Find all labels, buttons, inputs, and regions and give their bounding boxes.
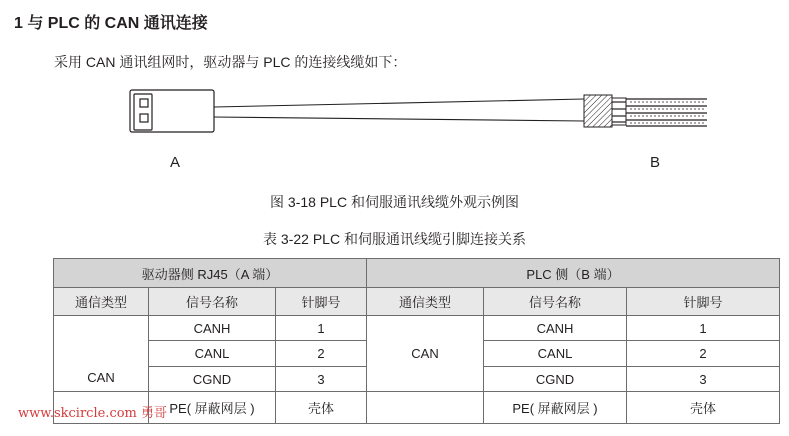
shielded-wire-end-icon bbox=[584, 95, 707, 127]
a-pin-cell: 1 bbox=[276, 316, 367, 341]
b-signal-cell: CANH bbox=[484, 316, 627, 341]
table-caption: 表 3-22 PLC 和伺服通讯线缆引脚连接关系 bbox=[263, 231, 526, 247]
a-signal-cell: PE( 屏蔽网层 ) bbox=[149, 392, 276, 424]
a-pin-cell: 2 bbox=[276, 341, 367, 366]
figure-caption: 图 3-18 PLC 和伺服通讯线缆外观示例图 bbox=[270, 194, 519, 210]
a-comm-type-cell: CAN bbox=[54, 316, 149, 392]
col-header: 通信类型 bbox=[367, 288, 484, 316]
b-pin-cell: 壳体 bbox=[627, 392, 780, 424]
pin-mapping-table bbox=[53, 258, 780, 424]
b-signal-cell: CANL bbox=[484, 341, 627, 366]
a-signal-cell: CANL bbox=[149, 341, 276, 366]
a-pin-cell: 3 bbox=[276, 366, 367, 391]
table-row bbox=[54, 316, 780, 341]
watermark-text: www.skcircle.com 勇哥 bbox=[18, 406, 168, 421]
end-b-label: B bbox=[650, 154, 661, 171]
table-group-header-row bbox=[54, 259, 780, 288]
cable-body bbox=[214, 99, 584, 121]
b-comm-type-cell: CAN bbox=[367, 316, 484, 392]
section-heading: 1 与 PLC 的 CAN 通讯连接 bbox=[14, 15, 208, 32]
table-column-header-row bbox=[54, 288, 780, 316]
intro-text: 采用 CAN 通讯组网时，驱动器与 PLC 的连接线缆如下： bbox=[54, 54, 407, 70]
col-header: 针脚号 bbox=[627, 288, 780, 316]
b-pin-cell: 3 bbox=[627, 366, 780, 391]
group-a-header: 驱动器侧 RJ45（A 端） bbox=[54, 259, 367, 288]
a-signal-cell: CANH bbox=[149, 316, 276, 341]
b-pin-cell: 2 bbox=[627, 341, 780, 366]
col-header: 通信类型 bbox=[54, 288, 149, 316]
rj45-connector-icon bbox=[130, 90, 214, 132]
col-header: 信号名称 bbox=[149, 288, 276, 316]
a-pin-cell: 壳体 bbox=[276, 392, 367, 424]
end-a-label: A bbox=[170, 154, 181, 171]
a-signal-cell: CGND bbox=[149, 366, 276, 391]
b-signal-cell: CGND bbox=[484, 366, 627, 391]
cable-illustration bbox=[0, 80, 789, 150]
b-signal-cell: PE( 屏蔽网层 ) bbox=[484, 392, 627, 424]
col-header: 信号名称 bbox=[484, 288, 627, 316]
col-header: 针脚号 bbox=[276, 288, 367, 316]
group-b-header: PLC 侧（B 端） bbox=[367, 259, 780, 288]
b-pin-cell: 1 bbox=[627, 316, 780, 341]
b-comm-type-empty-cell bbox=[367, 392, 484, 424]
